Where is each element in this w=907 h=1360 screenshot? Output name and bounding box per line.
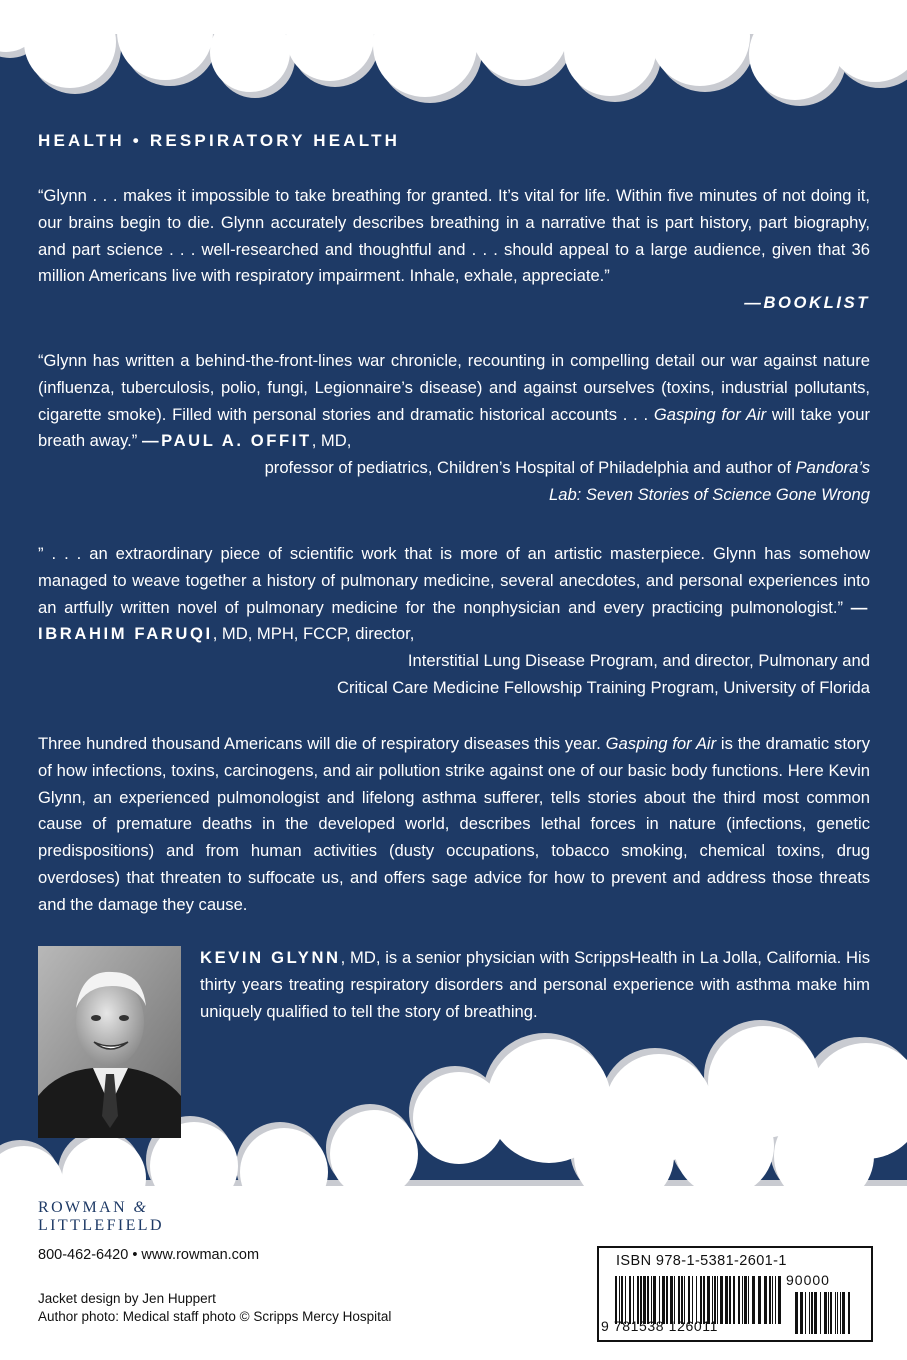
- author-bio-text: , MD, is a senior physician with ScrippsHealth in La Jolla, California. His thirty years treating respiratory disorders and personal experience with asthma make him uniquely qualified to tell the story of breathing.: [200, 948, 870, 1021]
- category-label: HEALTH • RESPIRATORY HEALTH: [38, 131, 401, 150]
- barcode-bar: [742, 1276, 743, 1324]
- barcode-bar: [647, 1276, 649, 1324]
- barcode-bar: [748, 1276, 749, 1324]
- barcode-bar: [738, 1276, 740, 1324]
- book-title: Gasping for Air: [653, 404, 767, 424]
- barcode-bar: [629, 1276, 631, 1324]
- barcode-bar: [830, 1292, 832, 1334]
- barcode-bar: [800, 1292, 803, 1334]
- barcode-bar: [837, 1292, 838, 1334]
- barcode-bar: [662, 1276, 665, 1324]
- barcode-bar: [651, 1276, 652, 1324]
- quote-text: “Glynn has written a behind-the-front-lines war chronicle, recounting in compelling detail our war against nature (influenza, tuberculosis, polio, fungi, Legionnaire’s disease) and against ourselves (toxins, industrial pollutants, cigarette smoke). Filled with personal stories and dramatic historical accounts . . .: [38, 351, 870, 424]
- barcode-bar: [640, 1276, 642, 1324]
- barcode-bar: [625, 1276, 626, 1324]
- author-photo-credit: Author photo: Medical staff photo © Scripps Mercy Hospital: [38, 1309, 392, 1324]
- barcode-bar: [688, 1276, 690, 1324]
- quote-attribution: [38, 290, 870, 317]
- barcode-bar: [729, 1276, 731, 1324]
- quote-text: “Glynn . . . makes it impossible to take breathing for granted. It’s vital for life. Within five minutes of not doing it, our brains begin to die. Glynn accurately describes breathing in a narrative that is part history, part biography, and part science . . . well-researched and thoughtful and . . . should appeal to a large audience, given that 36 million Americans live with respiratory impairment. Inhale, exhale, appreciate.”: [38, 186, 870, 286]
- price-addon-digits: 90000: [786, 1272, 830, 1288]
- barcode-bar: [619, 1276, 620, 1324]
- barcode-bar: [835, 1292, 836, 1334]
- barcode-bar: [805, 1292, 806, 1334]
- barcode-bar: [637, 1276, 639, 1324]
- barcode-bar: [670, 1276, 673, 1324]
- publisher-logo: [38, 1199, 164, 1235]
- barcode-bar: [828, 1292, 829, 1334]
- description-text-end: is the dramatic story of how infections, toxins, carcinogens, and air pollution strike against one of our basic body functions. Here Kevin Glynn, an experienced pulmonologist and lifelong asthma sufferer, tells stories about the third most common cause of premature deaths in the developed world, describes lethal forces in nature (infections, genetic predispositions) and from human activities (dusty occupations, tobacco smoking, chemical toxins, drug overdoses) that threaten to suffocate us, and offers sage advice for how to prevent and address those threats and the damage they cause.: [38, 734, 870, 914]
- barcode-bar: [842, 1292, 845, 1334]
- barcode-bar: [696, 1276, 697, 1324]
- publisher-name-2: LITTLEFIELD: [38, 1217, 164, 1234]
- barcode-bar: [772, 1276, 773, 1324]
- barcode-bar: [769, 1276, 771, 1324]
- author-name: KEVIN GLYNN: [200, 948, 341, 967]
- barcode-bar: [848, 1292, 850, 1334]
- barcode-bar: [840, 1292, 841, 1334]
- book-description: [38, 731, 870, 919]
- barcode-bar: [621, 1276, 623, 1324]
- publisher-contact: 800-462-6420 • www.rowman.com: [38, 1247, 260, 1263]
- barcode-bar: [714, 1276, 716, 1324]
- review-quote-booklist: [38, 183, 870, 317]
- quote-text-end: will take your breath away.”: [38, 404, 870, 451]
- attribution-credentials: , MD, MPH, FCCP, director,: [212, 624, 415, 644]
- credits: [38, 1290, 391, 1326]
- attribution-name: —PAUL A. OFFIT: [141, 431, 312, 451]
- attribution-book-subtitle: Lab: Seven Stories of Science Gone Wrong: [549, 484, 870, 504]
- attribution-name: —IBRAHIM FARUQI: [38, 597, 870, 644]
- publisher-ampersand: &: [133, 1199, 149, 1216]
- barcode-bar: [717, 1276, 718, 1324]
- barcode-bar: [707, 1276, 710, 1324]
- attribution-credentials: , MD,: [311, 431, 352, 451]
- attribution-line: Critical Care Medicine Fellowship Training Program, University of Florida: [336, 677, 870, 697]
- quote-text: ” . . . an extraordinary piece of scientific work that is more of an artistic masterpiece. Glynn has somehow managed to weave together a history of pulmonary medicine, several anecdotes, and personal experiences into an artfully written novel of pulmonary medicine for the nonphysician and every practicing pulmonologist.”: [38, 544, 870, 617]
- barcode-bar: [809, 1292, 810, 1334]
- ean-digits: 9 781538 126011: [601, 1318, 718, 1334]
- review-quote-faruqi: [38, 541, 870, 702]
- barcode-bar: [692, 1276, 693, 1324]
- barcode-bar: [795, 1292, 798, 1334]
- barcode-bar: [681, 1276, 683, 1324]
- barcode-bar: [678, 1276, 680, 1324]
- barcode-bar: [744, 1276, 747, 1324]
- barcode-bar: [811, 1292, 813, 1334]
- attribution-line: [38, 455, 870, 482]
- barcode-bar: [700, 1276, 702, 1324]
- barcode-bar: [725, 1276, 728, 1324]
- book-title: Gasping for Air: [605, 734, 717, 753]
- barcode-bar: [778, 1276, 781, 1324]
- barcode-bar: [659, 1276, 660, 1324]
- author-bio: [200, 945, 870, 1025]
- attribution-book-title: Pandora’s: [795, 458, 870, 478]
- author-photo: [38, 946, 181, 1138]
- barcode-bar: [820, 1292, 821, 1334]
- barcode-bar: [633, 1276, 634, 1324]
- quote-source: —BOOKLIST: [744, 293, 870, 313]
- barcode-bar: [643, 1276, 646, 1324]
- barcode-bar: [653, 1276, 656, 1324]
- barcode-bar: [666, 1276, 668, 1324]
- barcode-bar: [752, 1276, 755, 1324]
- description-text: Three hundred thousand Americans will die of respiratory diseases this year.: [38, 734, 606, 753]
- attribution-affiliation: professor of pediatrics, Children’s Hospital of Philadelphia and author of: [264, 458, 796, 478]
- ean-barcode: [615, 1276, 785, 1324]
- barcode-bar: [758, 1276, 761, 1324]
- attribution-line: Interstitial Lung Disease Program, and director, Pulmonary and: [407, 651, 870, 671]
- jacket-design-credit: Jacket design by Jen Huppert: [38, 1291, 216, 1306]
- barcode-bar: [824, 1292, 827, 1334]
- isbn-label: ISBN 978-1-5381-2601-1: [616, 1253, 787, 1269]
- publisher-name-1: ROWMAN: [38, 1199, 134, 1216]
- barcode-bar: [775, 1276, 776, 1324]
- barcode-bar: [615, 1276, 617, 1324]
- barcode-bar: [684, 1276, 685, 1324]
- barcode-bar: [674, 1276, 675, 1324]
- barcode-bar: [720, 1276, 723, 1324]
- barcode-bar: [733, 1276, 735, 1324]
- barcode-bar: [764, 1276, 767, 1324]
- addon-barcode: [795, 1292, 855, 1334]
- barcode-bar: [814, 1292, 817, 1334]
- barcode-bar: [703, 1276, 705, 1324]
- barcode-bar: [712, 1276, 713, 1324]
- review-quote-offit: [38, 348, 870, 509]
